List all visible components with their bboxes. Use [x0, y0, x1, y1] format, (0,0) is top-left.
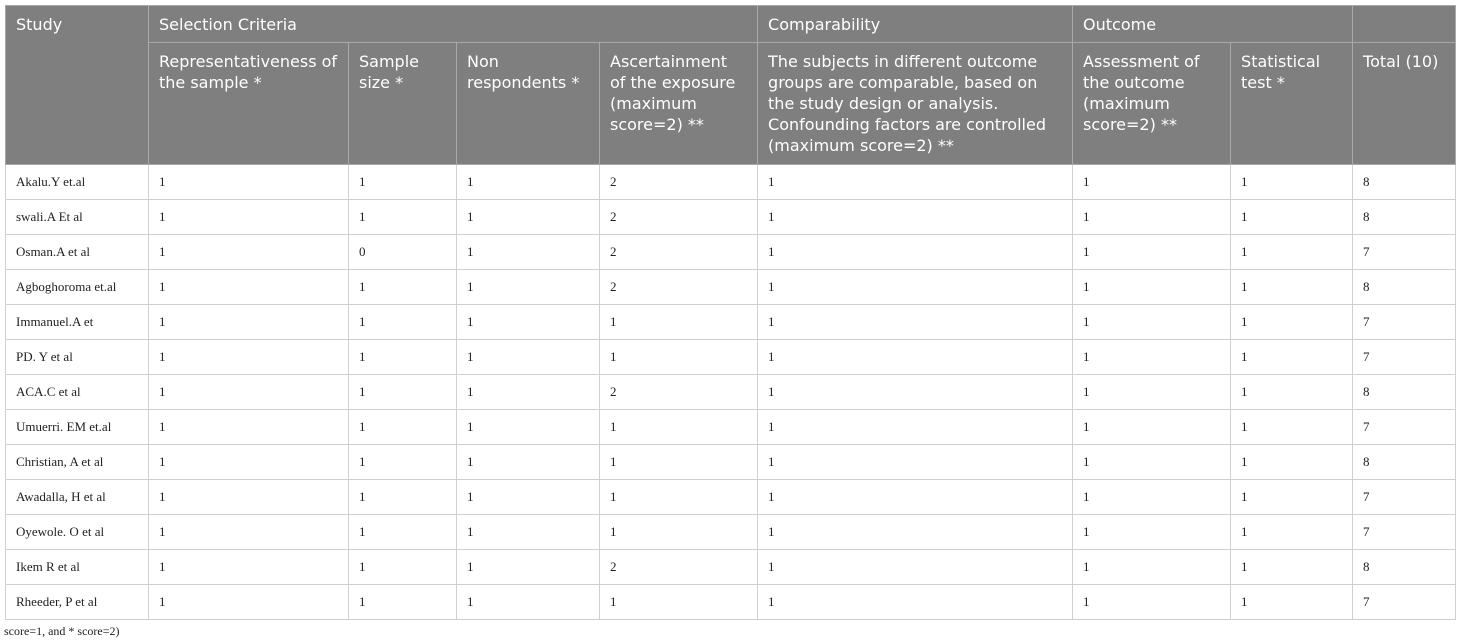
cell-assessment: 1: [1073, 515, 1231, 550]
cell-comparability: 1: [758, 270, 1073, 305]
cell-comparability: 1: [758, 235, 1073, 270]
cell-representativeness: 1: [149, 270, 349, 305]
cell-comparability: 1: [758, 550, 1073, 585]
cell-ascertainment: 2: [600, 550, 758, 585]
cell-representativeness: 1: [149, 305, 349, 340]
cell-comparability: 1: [758, 165, 1073, 200]
cell-total: 8: [1353, 270, 1456, 305]
cell-total: 7: [1353, 340, 1456, 375]
cell-statistical-test: 1: [1231, 410, 1353, 445]
cell-total: 8: [1353, 375, 1456, 410]
cell-study: PD. Y et al: [6, 340, 149, 375]
quality-assessment-table-container: [5, 5, 1456, 620]
cell-assessment: 1: [1073, 200, 1231, 235]
cell-ascertainment: 2: [600, 235, 758, 270]
cell-comparability: 1: [758, 340, 1073, 375]
cell-representativeness: 1: [149, 375, 349, 410]
cell-assessment: 1: [1073, 305, 1231, 340]
cell-total: 7: [1353, 305, 1456, 340]
table-row: [6, 375, 1456, 410]
cell-statistical-test: 1: [1231, 445, 1353, 480]
cell-ascertainment: 1: [600, 410, 758, 445]
cell-comparability: 1: [758, 480, 1073, 515]
cell-statistical-test: 1: [1231, 550, 1353, 585]
cell-statistical-test: 1: [1231, 165, 1353, 200]
cell-sample-size: 1: [349, 515, 457, 550]
cell-ascertainment: 1: [600, 340, 758, 375]
cell-representativeness: 1: [149, 515, 349, 550]
cell-study: ACA.C et al: [6, 375, 149, 410]
quality-assessment-table: [5, 5, 1456, 620]
cell-sample-size: 1: [349, 305, 457, 340]
cell-sample-size: 1: [349, 445, 457, 480]
cell-sample-size: 1: [349, 165, 457, 200]
table-row: [6, 585, 1456, 620]
table-row: [6, 445, 1456, 480]
table-row: [6, 480, 1456, 515]
cell-statistical-test: 1: [1231, 480, 1353, 515]
cell-assessment: 1: [1073, 410, 1231, 445]
cell-assessment: 1: [1073, 340, 1231, 375]
cell-ascertainment: 2: [600, 165, 758, 200]
cell-total: 8: [1353, 445, 1456, 480]
cell-total: 8: [1353, 200, 1456, 235]
table-row: [6, 235, 1456, 270]
cell-statistical-test: 1: [1231, 585, 1353, 620]
cell-comparability: 1: [758, 515, 1073, 550]
cell-comparability: 1: [758, 200, 1073, 235]
cell-study: Osman.A et al: [6, 235, 149, 270]
cell-assessment: 1: [1073, 270, 1231, 305]
cell-comparability: 1: [758, 305, 1073, 340]
group-header-empty: [1353, 6, 1456, 43]
cell-study: Rheeder, P et al: [6, 585, 149, 620]
cell-non-respondents: 1: [457, 305, 600, 340]
cell-non-respondents: 1: [457, 200, 600, 235]
col-header-total: Total (10): [1353, 43, 1456, 165]
cell-study: Umuerri. EM et.al: [6, 410, 149, 445]
cell-comparability: 1: [758, 445, 1073, 480]
cell-comparability: 1: [758, 375, 1073, 410]
cell-non-respondents: 1: [457, 235, 600, 270]
cell-non-respondents: 1: [457, 340, 600, 375]
table-body: [6, 165, 1456, 620]
cell-total: 7: [1353, 410, 1456, 445]
cell-non-respondents: 1: [457, 550, 600, 585]
col-header-study: Study: [6, 6, 149, 165]
col-header-statistical-test: Statistical test *: [1231, 43, 1353, 165]
cell-study: Christian, A et al: [6, 445, 149, 480]
cell-total: 7: [1353, 235, 1456, 270]
col-header-representativeness: Representativeness of the sample *: [149, 43, 349, 165]
cell-assessment: 1: [1073, 585, 1231, 620]
cell-non-respondents: 1: [457, 585, 600, 620]
cell-non-respondents: 1: [457, 410, 600, 445]
cell-statistical-test: 1: [1231, 375, 1353, 410]
group-header-outcome: Outcome: [1073, 6, 1353, 43]
cell-non-respondents: 1: [457, 445, 600, 480]
col-header-non-respondents: Non respondents *: [457, 43, 600, 165]
table-row: [6, 340, 1456, 375]
cell-sample-size: 1: [349, 270, 457, 305]
cell-total: 7: [1353, 515, 1456, 550]
cell-study: swali.A Et al: [6, 200, 149, 235]
cell-non-respondents: 1: [457, 480, 600, 515]
cell-statistical-test: 1: [1231, 200, 1353, 235]
cell-non-respondents: 1: [457, 270, 600, 305]
group-header-comparability: Comparability: [758, 6, 1073, 43]
cell-total: 7: [1353, 585, 1456, 620]
cell-sample-size: 0: [349, 235, 457, 270]
cell-representativeness: 1: [149, 235, 349, 270]
cell-representativeness: 1: [149, 340, 349, 375]
cell-study: Immanuel.A et: [6, 305, 149, 340]
col-header-comparability: The subjects in different outcome groups are comparable, based on the study design or analysis. Confounding factors are controlled (maximum score=2) **: [758, 43, 1073, 165]
cell-total: 8: [1353, 550, 1456, 585]
cell-non-respondents: 1: [457, 515, 600, 550]
cell-sample-size: 1: [349, 340, 457, 375]
cell-assessment: 1: [1073, 165, 1231, 200]
cell-representativeness: 1: [149, 585, 349, 620]
header-row-groups: [6, 6, 1456, 43]
cell-ascertainment: 1: [600, 305, 758, 340]
group-header-selection: Selection Criteria: [149, 6, 758, 43]
cell-sample-size: 1: [349, 200, 457, 235]
cell-representativeness: 1: [149, 165, 349, 200]
cell-assessment: 1: [1073, 235, 1231, 270]
col-header-assessment: Assessment of the outcome (maximum score=2) **: [1073, 43, 1231, 165]
table-row: [6, 550, 1456, 585]
cell-study: Akalu.Y et.al: [6, 165, 149, 200]
table-row: [6, 200, 1456, 235]
cell-assessment: 1: [1073, 550, 1231, 585]
cell-sample-size: 1: [349, 480, 457, 515]
cell-ascertainment: 1: [600, 585, 758, 620]
cell-ascertainment: 2: [600, 375, 758, 410]
cell-ascertainment: 1: [600, 445, 758, 480]
cell-comparability: 1: [758, 585, 1073, 620]
cell-statistical-test: 1: [1231, 305, 1353, 340]
cell-representativeness: 1: [149, 550, 349, 585]
cell-statistical-test: 1: [1231, 235, 1353, 270]
cell-sample-size: 1: [349, 410, 457, 445]
cell-assessment: 1: [1073, 445, 1231, 480]
table-footnote: score=1, and * score=2): [4, 624, 120, 638]
cell-representativeness: 1: [149, 445, 349, 480]
cell-study: Agboghoroma et.al: [6, 270, 149, 305]
header-row-criteria: [6, 43, 1456, 165]
cell-sample-size: 1: [349, 550, 457, 585]
cell-non-respondents: 1: [457, 375, 600, 410]
col-header-ascertainment: Ascertainment of the exposure (maximum score=2) **: [600, 43, 758, 165]
cell-comparability: 1: [758, 410, 1073, 445]
cell-study: Oyewole. O et al: [6, 515, 149, 550]
cell-total: 8: [1353, 165, 1456, 200]
cell-statistical-test: 1: [1231, 340, 1353, 375]
cell-ascertainment: 2: [600, 200, 758, 235]
cell-sample-size: 1: [349, 375, 457, 410]
cell-representativeness: 1: [149, 200, 349, 235]
cell-study: Ikem R et al: [6, 550, 149, 585]
cell-representativeness: 1: [149, 480, 349, 515]
table-row: [6, 305, 1456, 340]
cell-ascertainment: 1: [600, 515, 758, 550]
cell-non-respondents: 1: [457, 165, 600, 200]
cell-statistical-test: 1: [1231, 515, 1353, 550]
table-row: [6, 410, 1456, 445]
cell-ascertainment: 2: [600, 270, 758, 305]
cell-sample-size: 1: [349, 585, 457, 620]
cell-assessment: 1: [1073, 375, 1231, 410]
table-row: [6, 515, 1456, 550]
col-header-sample-size: Sample size *: [349, 43, 457, 165]
cell-statistical-test: 1: [1231, 270, 1353, 305]
cell-assessment: 1: [1073, 480, 1231, 515]
cell-study: Awadalla, H et al: [6, 480, 149, 515]
cell-ascertainment: 1: [600, 480, 758, 515]
table-row: [6, 165, 1456, 200]
table-row: [6, 270, 1456, 305]
cell-representativeness: 1: [149, 410, 349, 445]
cell-total: 7: [1353, 480, 1456, 515]
